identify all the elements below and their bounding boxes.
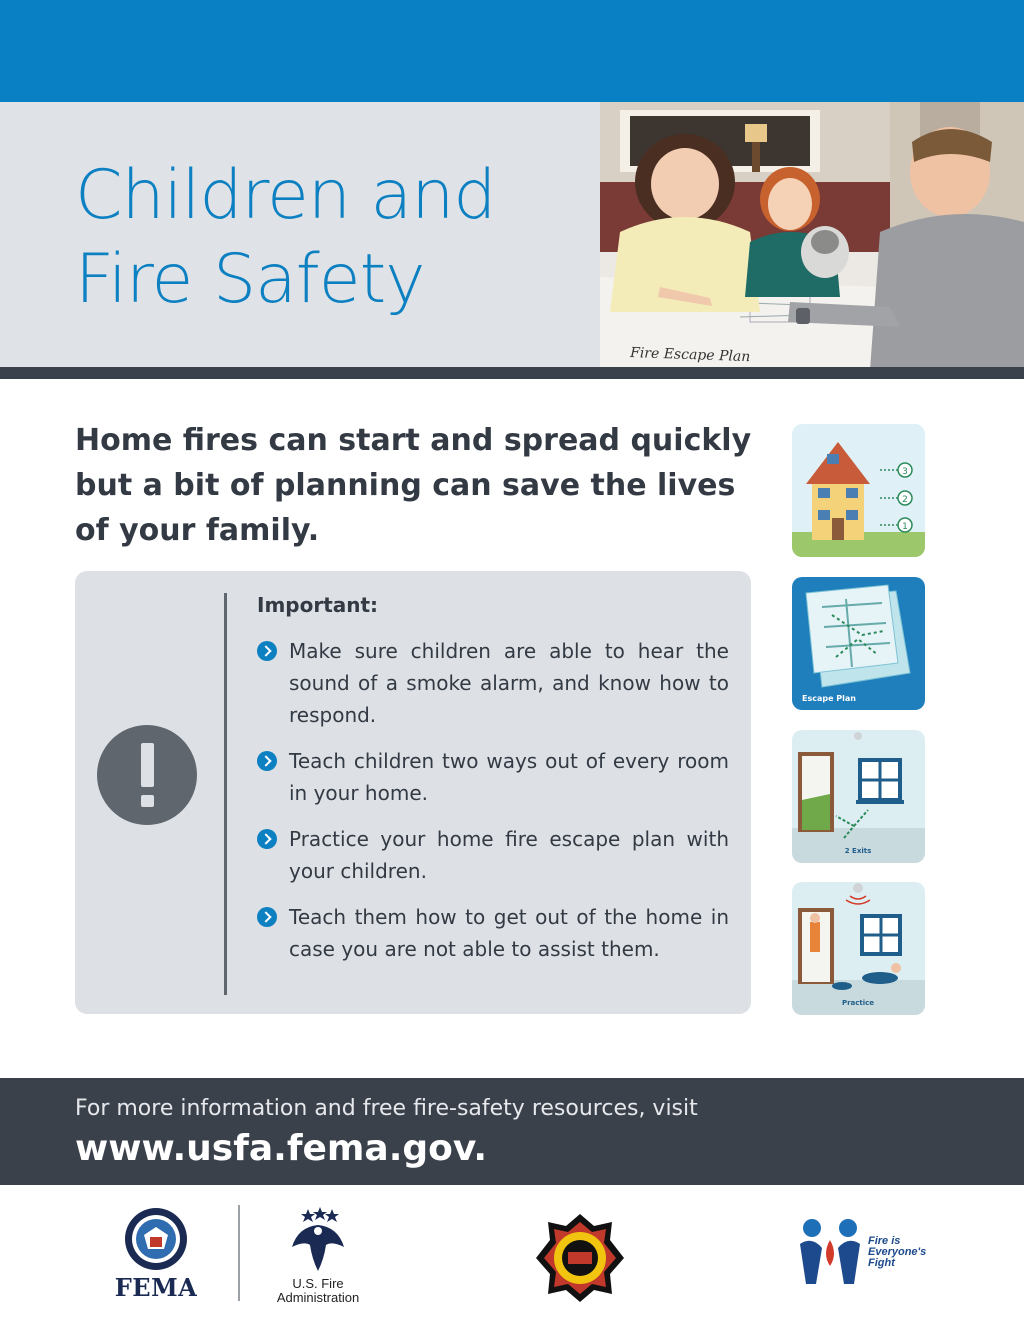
photo-caption: Fire Escape Plan	[629, 345, 751, 366]
fire-is-everyones-fight-logo	[792, 1214, 932, 1290]
important-list	[257, 635, 729, 979]
title-line-2: Fire Safety	[75, 240, 425, 319]
list-item	[257, 901, 729, 965]
two-exits-label: 2 Exits	[844, 847, 872, 855]
practice-icon	[792, 882, 925, 1015]
chevron-right-icon	[257, 829, 277, 849]
header-divider	[0, 367, 1024, 379]
maltese-cross-icon	[532, 1212, 628, 1304]
floor-number: 2	[902, 495, 908, 505]
house-floors-icon	[792, 424, 925, 557]
usfa-line-2: Administration	[276, 1290, 360, 1305]
people-figures-icon	[792, 1214, 868, 1290]
list-item-text: Make sure children are able to hear the sound of a smoke alarm, and know how to respond.	[289, 639, 729, 727]
fema-logo	[108, 1205, 204, 1305]
escape-plan-label: Escape Plan	[802, 694, 857, 703]
intro-statement: Home fires can start and spread quickly but a bit of planning can save the lives of your family.	[75, 423, 752, 548]
list-item-text: Teach children two ways out of every room in your home.	[289, 749, 729, 805]
fief-wordmark	[868, 1236, 926, 1269]
fief-line-2: Everyone's	[868, 1246, 927, 1258]
usfa-line-1: U.S. Fire	[292, 1276, 344, 1291]
usfa-logo	[268, 1205, 368, 1305]
page-title	[75, 154, 495, 322]
panel-divider	[224, 593, 227, 995]
fief-line-1: Fire is	[868, 1235, 901, 1247]
logo-divider	[238, 1205, 240, 1301]
fire-department-logo	[532, 1212, 628, 1304]
exclamation-icon	[97, 725, 197, 825]
list-item	[257, 745, 729, 809]
chevron-right-icon	[257, 907, 277, 927]
footer-banner	[0, 1078, 1024, 1185]
important-heading: Important:	[257, 593, 379, 617]
list-item-text: Practice your home fire escape plan with your children.	[289, 827, 729, 883]
hero-banner	[0, 102, 1024, 370]
escape-plan-icon	[792, 577, 925, 710]
list-item	[257, 635, 729, 731]
chevron-right-icon	[257, 641, 277, 661]
family-photo-illustration	[600, 102, 1024, 370]
fief-line-3: Fight	[868, 1257, 895, 1269]
list-item-text: Teach them how to get out of the home in case you are not able to assist them.	[289, 905, 729, 961]
title-line-1: Children and	[75, 156, 496, 235]
floor-number: 3	[902, 467, 908, 477]
important-panel	[75, 571, 751, 1014]
family-photo	[600, 102, 1024, 370]
usfa-website-link[interactable]: www.usfa.fema.gov.	[75, 1128, 488, 1169]
floor-number: 1	[902, 522, 908, 532]
footer-info-text: For more information and free fire-safety resources, visit	[75, 1096, 698, 1121]
list-item	[257, 823, 729, 887]
dhs-seal-icon	[108, 1205, 204, 1273]
practice-label: Practice	[841, 999, 875, 1007]
usfa-wordmark	[268, 1277, 368, 1305]
chevron-right-icon	[257, 751, 277, 771]
top-blue-bar	[0, 0, 1024, 102]
fema-wordmark: FEMA	[114, 1273, 198, 1302]
eagle-icon	[268, 1205, 368, 1275]
two-exits-icon	[792, 730, 925, 863]
